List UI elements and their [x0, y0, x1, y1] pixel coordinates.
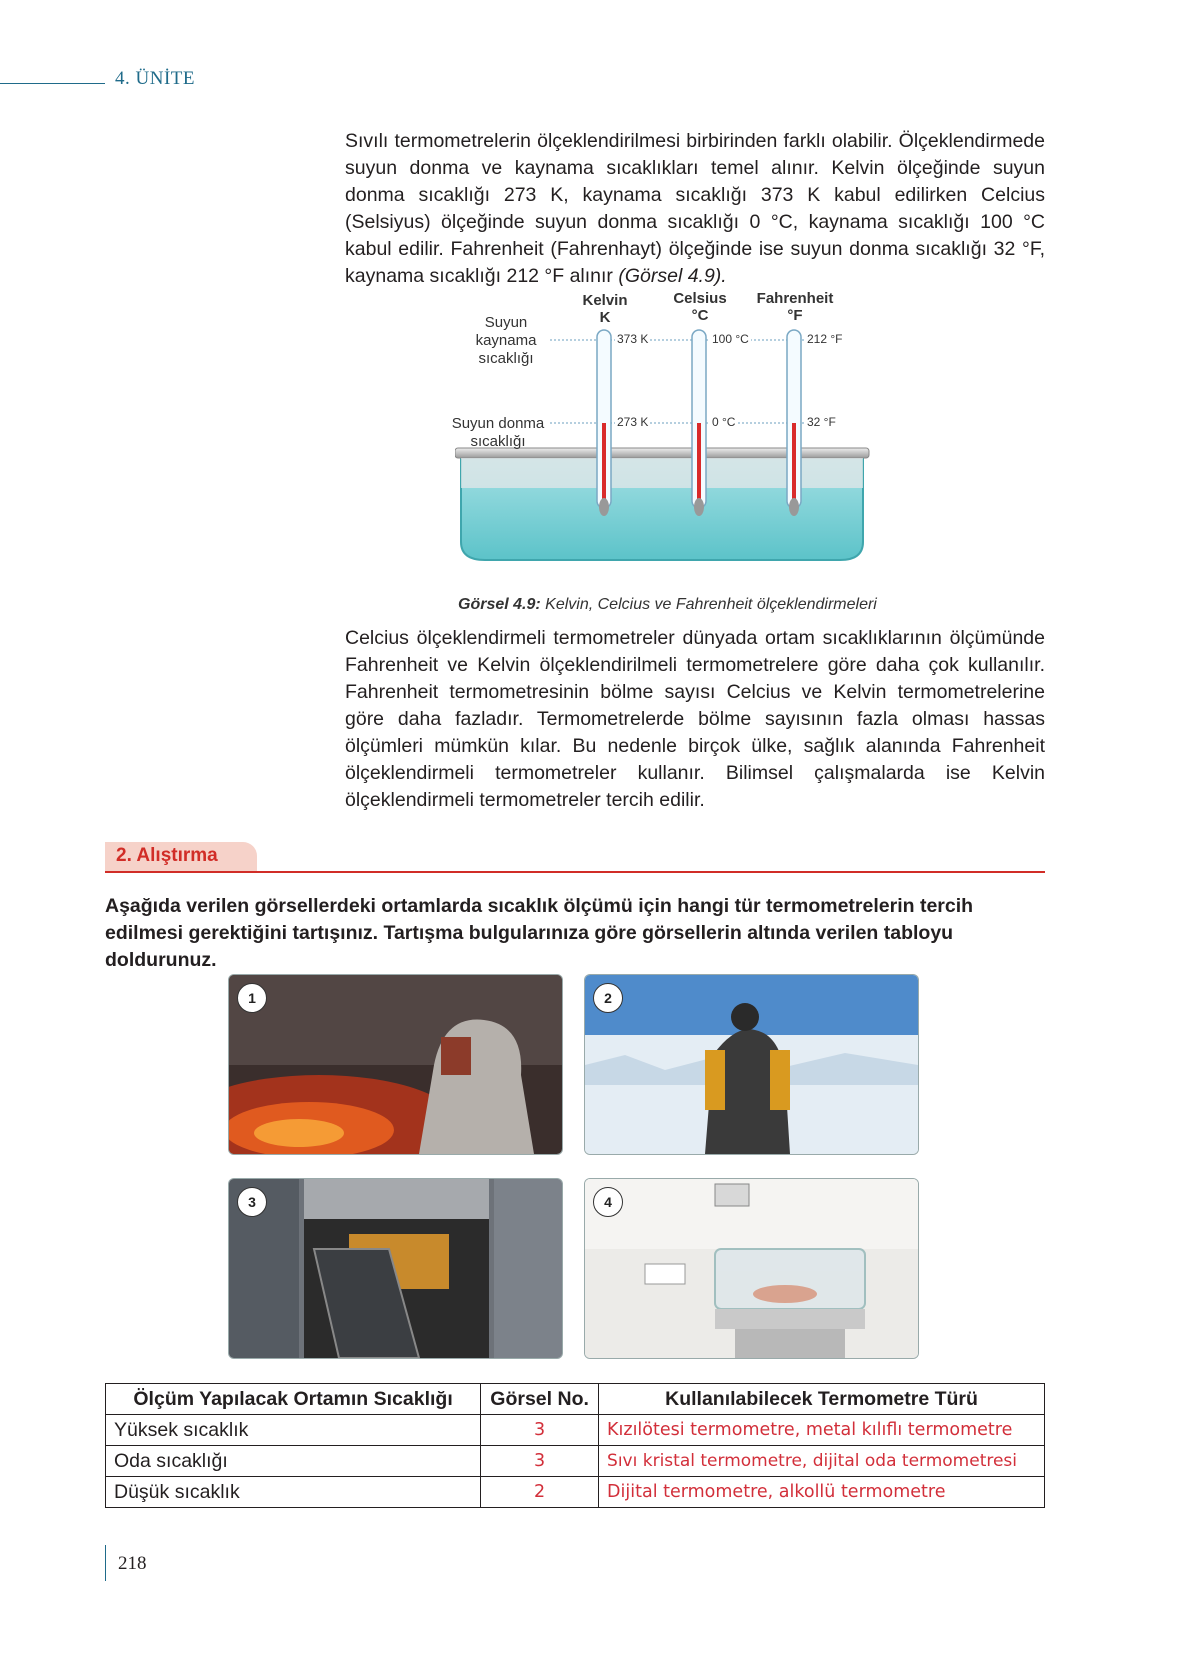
kelvin-thermometer	[597, 330, 611, 516]
kelvin-heading	[565, 292, 645, 326]
celsius-name: Celsius	[673, 290, 727, 307]
fahrenheit-unit: °F	[787, 307, 803, 324]
thermometer-type-cell[interactable]: Dijital termometre, alkollü termometre	[599, 1477, 1045, 1508]
photo-3-number: 3	[237, 1187, 267, 1217]
page-number: 218	[118, 1553, 147, 1574]
arctic-explorer-image	[585, 975, 918, 1154]
baby-incubator-image	[585, 1179, 918, 1358]
photo-no-cell[interactable]: 2	[481, 1477, 599, 1508]
photo-2-arctic	[585, 975, 918, 1154]
thermometer-type-cell[interactable]: Sıvı kristal termometre, dijital oda termometresi	[599, 1446, 1045, 1477]
exercise-instruction: Aşağıda verilen görsellerdeki ortamlarda sıcaklık ölçümü için hangi tür termometrelerin tercih edilmesi gerektiğini tartışınız. Tartışma bulgularınıza göre görsellerin altında verilen tabloyu doldurunuz.	[105, 895, 974, 971]
photo-1-number: 1	[237, 983, 267, 1013]
fahrenheit-heading	[745, 290, 845, 324]
scale-usage-text: Celcius ölçeklendirmeli termometreler dünyada ortam sıcaklıklarının ölçümünde Fahrenheit ve Kelvin ölçeklendirilmeli termometrelere göre daha çok kullanılır. Fahrenheit termometresinin bölme sayısı Celcius ve Kelvin termometrelerine göre daha fazladır. Termometrelerde bölme sayısının fazla olması hassas ölçümleri mümkün kılar. Bu nedenle birçok ülke, sağlık alanında Fahrenheit ölçeklendirmeli termometreler kullanır. Bilimsel çalışmalarda ise Kelvin ölçeklendirmeli termometreler tercih edilir.	[345, 627, 1045, 811]
figure-caption	[458, 596, 877, 614]
celsius-thermometer	[692, 330, 706, 516]
fahrenheit-name: Fahrenheit	[756, 290, 834, 307]
fahrenheit-thermometer	[787, 330, 801, 516]
celsius-unit: °C	[691, 307, 709, 324]
photo-1-volcano	[229, 975, 562, 1154]
fahrenheit-boil-value: 212 °F	[807, 332, 843, 346]
celsius-boil-value: 100 °C	[712, 332, 749, 346]
table-row	[106, 1415, 1045, 1446]
table-header-row	[106, 1384, 1045, 1415]
header-rule	[0, 83, 105, 84]
page-number-rule	[105, 1545, 106, 1581]
kelvin-boil-value: 373 K	[617, 332, 649, 346]
thermometer-type-cell[interactable]: Kızılötesi termometre, metal kılıflı termometre	[599, 1415, 1045, 1446]
table-row	[106, 1477, 1045, 1508]
freezing-label: Suyun donma sıcaklığı	[451, 415, 545, 450]
fahrenheit-freeze-value: 32 °F	[807, 415, 836, 429]
photo-2-number: 2	[593, 983, 623, 1013]
kelvin-freeze-value: 273 K	[617, 415, 649, 429]
photo-no-cell[interactable]: 3	[481, 1446, 599, 1477]
environment-cell: Yüksek sıcaklık	[106, 1415, 481, 1446]
column-header-environment: Ölçüm Yapılacak Ortamın Sıcaklığı	[106, 1384, 481, 1415]
caption-label: Görsel 4.9:	[458, 596, 541, 613]
column-header-thermometer-type: Kullanılabilecek Termometre Türü	[599, 1384, 1045, 1415]
kelvin-unit: K	[599, 309, 611, 326]
kitchen-oven-image	[229, 1179, 562, 1358]
thermometer-figure	[451, 290, 875, 592]
scale-usage-paragraph	[345, 625, 1045, 814]
volcano-worker-image	[229, 975, 562, 1154]
table-row	[106, 1446, 1045, 1477]
boiling-label: Suyun kaynama sıcaklığı	[475, 314, 537, 367]
caption-text: Kelvin, Celcius ve Fahrenheit ölçeklendirmeleri	[545, 596, 877, 613]
photo-4-number: 4	[593, 1187, 623, 1217]
kelvin-name: Kelvin	[582, 292, 628, 309]
unit-title: 4. ÜNİTE	[115, 68, 195, 89]
photo-4-incubator	[585, 1179, 918, 1358]
figure-reference: (Görsel 4.9).	[618, 265, 727, 287]
photo-3-oven	[229, 1179, 562, 1358]
intro-text: Sıvılı termometrelerin ölçeklendirilmesi birbirinden farklı olabilir. Ölçeklendirmede suyun donma ve kaynama sıcaklıkları temel alınır. Kelvin ölçeğinde suyun donma sıcaklığı 273 K, kaynama sıcaklığı 373 K kabul edilirken Celcius (Selsiyus) ölçeğinde suyun donma sıcaklığı 0 °C, kaynama sıcaklığı 100 °C kabul edilir. Fahrenheit (Fahrenhayt) ölçeğinde ise suyun donma sıcaklığı 32 °F, kaynama sıcaklığı 212 °F alınır	[345, 130, 1045, 287]
intro-paragraph	[345, 128, 1045, 290]
column-header-photo-no: Görsel No.	[481, 1384, 599, 1415]
environment-cell: Düşük sıcaklık	[106, 1477, 481, 1508]
photo-no-cell[interactable]: 3	[481, 1415, 599, 1446]
exercise-title: 2. Alıştırma	[116, 845, 218, 866]
environment-cell: Oda sıcaklığı	[106, 1446, 481, 1477]
exercise-rule	[105, 871, 1045, 873]
celsius-freeze-value: 0 °C	[712, 415, 736, 429]
thermometer-table	[105, 1383, 1045, 1508]
celsius-heading	[655, 290, 745, 324]
